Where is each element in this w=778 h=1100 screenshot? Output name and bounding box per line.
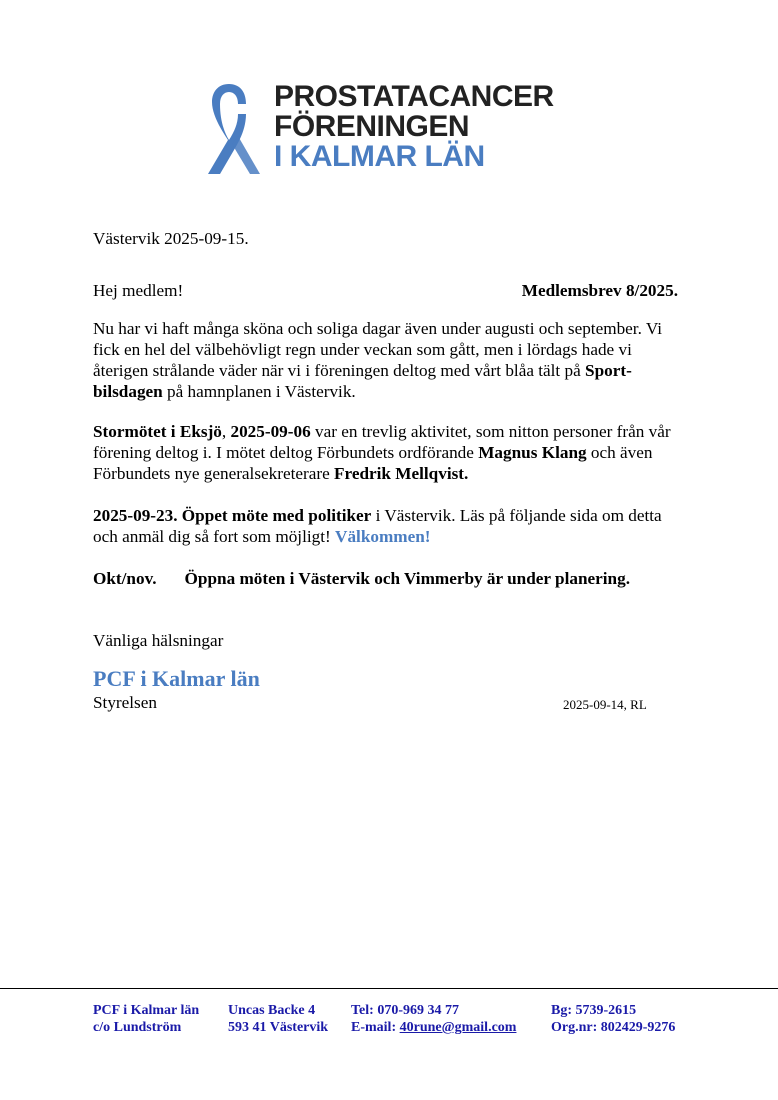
p1-text-b: på hamnplanen i Västervik.	[162, 382, 356, 401]
footer-email-label: E-mail:	[351, 1020, 400, 1035]
paragraph-4	[93, 568, 685, 589]
footer-col-contact	[351, 1002, 516, 1036]
closing: Vänliga hälsningar	[93, 631, 224, 650]
reference: 2025-09-14, RL	[563, 697, 647, 712]
welcome-text: Välkommen!	[335, 527, 431, 546]
paragraph-2	[93, 421, 685, 484]
footer-postal: 593 41 Västervik	[228, 1020, 329, 1035]
board-name: Styrelsen	[93, 693, 157, 712]
footer-tel: Tel: 070-969 34 77	[351, 1003, 459, 1018]
footer-col-address	[228, 1002, 328, 1036]
logo-line-1: PROSTATACANCER	[274, 80, 554, 113]
p3-bold-a: 2025-09-23. Öppet möte med politiker	[93, 506, 372, 525]
p4-text: Öppna möten i Västervik och Vimmerby är under planering.	[184, 569, 631, 588]
footer-bankgiro: Bg: 5739-2615	[551, 1003, 637, 1018]
p2-text-a: ,	[221, 422, 231, 441]
paragraph-1	[93, 318, 685, 402]
p1-bold: Sport-bilsdagen	[93, 361, 632, 401]
p2-bold-c: Magnus Klang	[478, 443, 587, 462]
signature: PCF i Kalmar län	[93, 666, 260, 691]
paragraph-3	[93, 505, 685, 547]
p3-text-a: i Västervik. Läs på följande sida om detta och anmäl dig så fort som möjligt!	[93, 506, 662, 546]
p1-text-a: Nu har vi haft många sköna och soliga dagar även under augusti och september. Vi fick en hel del välbehövligt regn under veckan som gått, men i lördags hade vi återigen strålande väder när vi i föreningen deltog med vårt blåa tält på	[93, 319, 663, 380]
greeting: Hej medlem!	[93, 281, 184, 300]
p2-bold-b: 2025-09-06	[230, 422, 311, 441]
footer-divider	[0, 988, 778, 989]
footer-street: Uncas Backe 4	[228, 1003, 316, 1018]
footer-orgnr: Org.nr: 802429-9276	[551, 1020, 676, 1035]
p2-text-c: och även Förbundets nye generalsekreterare	[93, 443, 653, 483]
footer-col-bank	[551, 1002, 675, 1036]
greeting-row	[93, 280, 685, 301]
footer-email-row	[351, 1019, 516, 1036]
logo-line-3: I KALMAR LÄN	[274, 140, 485, 173]
footer-org-name: PCF i Kalmar län	[93, 1003, 200, 1018]
date-line: Västervik 2025-09-15.	[93, 229, 249, 248]
logo-line-2: FÖRENINGEN	[274, 110, 470, 143]
p4-label: Okt/nov.	[93, 569, 157, 588]
footer-col-org	[93, 1002, 199, 1036]
p2-bold-a: Stormötet i Eksjö	[93, 422, 222, 441]
issue-number: Medlemsbrev 8/2025.	[521, 281, 678, 300]
email-link[interactable]: 40rune@gmail.com	[399, 1020, 517, 1035]
p2-bold-d: Fredrik Mellqvist.	[334, 464, 469, 483]
logo	[198, 80, 588, 180]
awareness-ribbon-icon	[198, 80, 260, 176]
footer-co: c/o Lundström	[93, 1020, 182, 1035]
p2-text-b: var en trevlig aktivitet, som nitton personer från vår förening deltog i. I mötet deltog Förbundets ordförande	[93, 422, 671, 462]
